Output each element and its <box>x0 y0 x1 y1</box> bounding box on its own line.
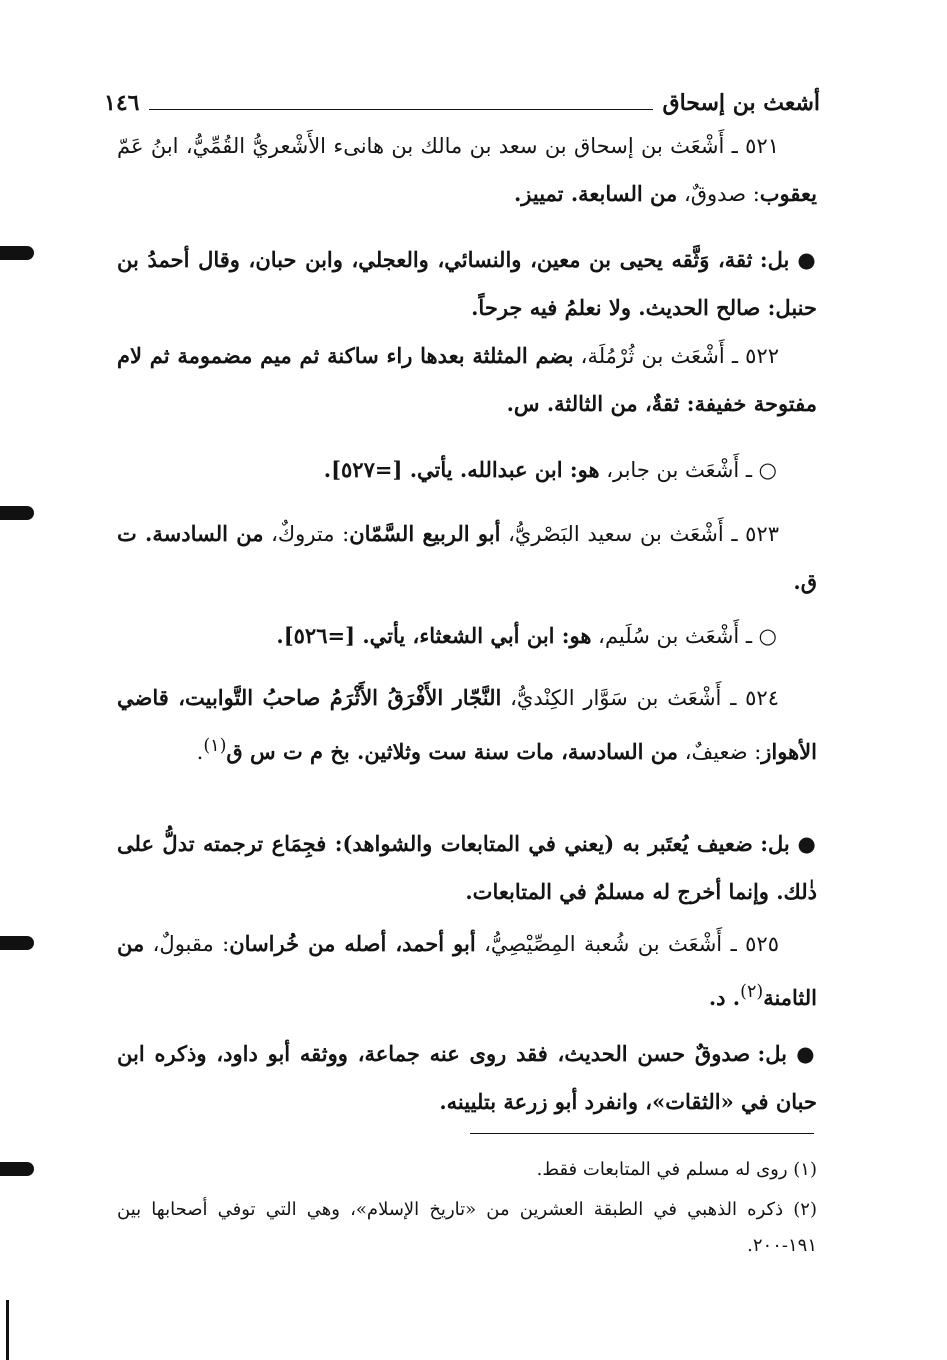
footnote-2: (٢) ذكره الذهبي في الطبقة العشرين من «تاريخ الإسلام»، وهي التي توفي أصحابها بين ١٩١-٢٠٠. <box>117 1199 817 1256</box>
entry-text: ○ ـ أَشْعَث بن سُلَيم، <box>591 624 777 648</box>
entry-bold-text: أبو الربيع السَّمّان <box>349 521 501 546</box>
page-number: ١٤٦ <box>104 90 140 116</box>
entry-text: : متروكٌ، <box>263 522 350 546</box>
entry-text: ٥٢٥ ـ أَشْعَث بن شُعبة المِصِّيْصِيُّ، <box>475 932 779 956</box>
entry-522 <box>117 332 817 428</box>
bullet-icon: ● <box>796 1041 817 1066</box>
entry-523 <box>117 510 817 606</box>
running-header <box>104 84 820 118</box>
note-text: : ثقة، وَثَّقه يحيى بن معين، والنسائي، والعجلي، وابن حبان، وقال أحمدُ بن حنبل: صالح الحديث. ولا نعلمُ فيه جرحاً. <box>117 247 817 320</box>
footnote-separator <box>470 1133 814 1134</box>
header-rule <box>149 109 652 110</box>
entry-bold-text: هو: ابن أبي الشعثاء، يأتي. [=٥٢٦]. <box>276 623 592 648</box>
entry-524 <box>117 674 817 776</box>
entry-text: : ضعيفٌ، <box>678 740 762 764</box>
scan-edge-mark <box>0 246 34 260</box>
entry-525 <box>117 920 817 1022</box>
entry-bold-text: النَّجّار الأَفْرَقُ الأَثْرَمُ صاحبُ التَّوابيت، قاضي الأهواز <box>117 685 817 764</box>
entry-bold-text: بضم المثلثة بعدها راء ساكنة ثم ميم مضمومة ثم لام مفتوحة خفيفة: ثقةٌ، من الثالثة. س. <box>117 343 817 416</box>
entry-text: : مقبولٌ، <box>144 932 230 956</box>
entry-521 <box>117 122 817 218</box>
note-lead: بل <box>765 1041 788 1066</box>
cross-reference-sulaym <box>137 612 777 660</box>
note-text: : صدوقٌ حسن الحديث، فقد روى عنه جماعة، ووثقه أبو داود، وذكره ابن حبان في «الثقات»، وانفرد أبو زرعة بتليينه. <box>117 1041 817 1114</box>
scan-edge-mark <box>0 506 34 520</box>
entry-bold-text: من السابعة. تمييز. <box>513 181 678 206</box>
footnote-ref-2: (٢) <box>740 982 764 1002</box>
entry-text: : صدوقٌ، <box>677 182 760 206</box>
entry-bold-text: من السادسة، مات سنة ست وثلاثين. بخ م ت س ق <box>226 739 679 764</box>
entry-bold-text: يعقوب <box>759 181 817 206</box>
entry-bold-text: أبو أحمد، أصله من خُراسان <box>229 931 476 956</box>
entry-bold-text: من الثامنة <box>117 931 817 1010</box>
editor-note-524 <box>117 820 817 916</box>
entry-text: . د. <box>708 985 741 1010</box>
bullet-icon: ● <box>797 247 817 272</box>
scan-edge-line <box>6 1300 9 1360</box>
entry-bold-text: هو: ابن عبدالله. يأتي. [=٥٢٧]. <box>323 457 600 482</box>
editor-note-525 <box>117 1030 817 1126</box>
entry-text: . <box>196 740 204 764</box>
bullet-icon: ● <box>797 831 817 856</box>
footnote-ref-1: (١) <box>203 736 227 756</box>
entry-text: ٥٢٢ ـ أَشْعَث بن ثُرْمُلَة، <box>573 344 779 368</box>
note-text: : ضعيف يُعتَبر به (يعني في المتابعات والشواهد): فجِمَاع ترجمته تدلُّ على ذٰلك. وإنما أخرج له مسلمٌ في المتابعات. <box>117 831 817 904</box>
entry-text: ٥٢٣ ـ أَشْعَث بن سعيد البَصْريُّ، <box>500 522 779 546</box>
cross-reference-jabir <box>137 446 777 494</box>
note-lead: بل <box>767 247 790 272</box>
scan-edge-mark <box>0 936 34 950</box>
editor-note-521 <box>117 236 817 332</box>
entry-text: ○ ـ أَشْعَث بن جابر، <box>599 458 777 482</box>
scan-edge-mark <box>0 1162 34 1176</box>
note-lead: بل <box>767 831 790 856</box>
entry-bold-text: من السادسة. ت ق. <box>117 521 817 594</box>
running-title: أشعث بن إسحاق <box>662 90 820 116</box>
entry-text: ٥٢٤ ـ أَشْعَث بن سَوَّار الكِنْديُّ، <box>501 686 779 710</box>
entry-text: ٥٢١ ـ أَشْعَث بن إسحاق بن سعد بن مالك بن هانىء الأَشْعريُّ القُمِّيُّ، ابنُ عَمّ <box>117 134 779 158</box>
footnote-1: (١) روى له مسلم في المتابعات فقط. <box>536 1159 817 1180</box>
